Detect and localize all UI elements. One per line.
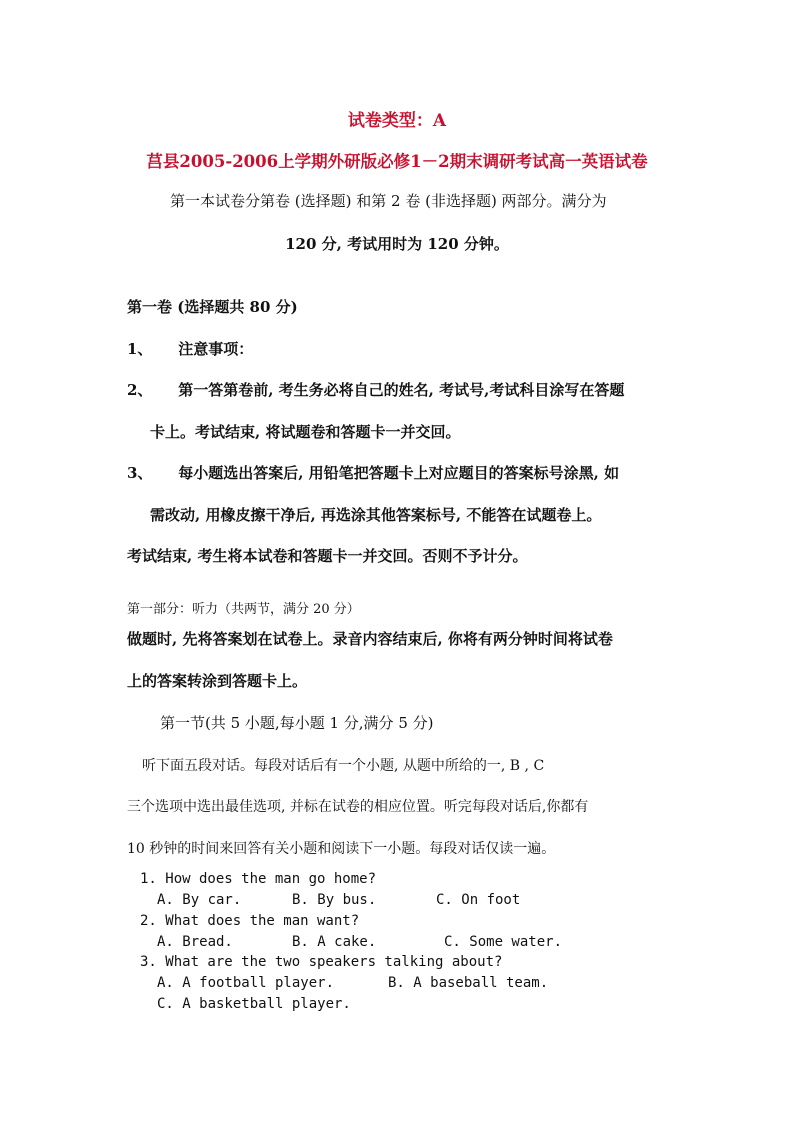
note-1 (127, 338, 253, 359)
section1-desc-line-2: 三个选项中选出最佳选项, 并标在试卷的相应位置。听完每段对话后,你都有 (127, 799, 589, 815)
question-1-option-a: A. By car. (157, 892, 242, 908)
question-1-option-c: C. On foot (436, 892, 521, 908)
question-1-option-b: B. By bus. (292, 892, 377, 908)
note-number: 1、 (127, 340, 153, 358)
section1-heading: 第一节(共 5 小题,每小题 1 分,满分 5 分) (160, 714, 434, 732)
closing-note: 考试结束, 考生将本试卷和答题卡一并交回。否则不予计分。 (127, 547, 528, 565)
part1-instruction-line-2: 上的答案转涂到答题卡上。 (127, 672, 308, 690)
question-2: 2. What does the man want? (140, 913, 360, 929)
note-text: 第一答第卷前, 考生务必将自己的姓名, 考试号,考试科目涂写在答题 (178, 381, 625, 399)
question-3-option-c: C. A basketball player. (157, 996, 351, 1012)
question-2-option-b: B. A cake. (292, 934, 377, 950)
question-2-option-c: C. Some water. (444, 934, 563, 950)
intro-line-2: 120 分, 考试用时为 120 分钟。 (285, 235, 509, 253)
note-2 (127, 379, 624, 400)
exam-title: 莒县2005-2006上学期外研版必修1－2期末调研考试高一英语试卷 (146, 152, 648, 171)
section1-desc-line-1: 听下面五段对话。每段对话后有一个小题, 从题中所给的一, B , C (142, 758, 545, 774)
section1-desc-line-3: 10 秒钟的时间来回答有关小题和阅读下一小题。每段对话仅读一遍。 (127, 841, 556, 857)
part1-instruction-line-1: 做题时, 先将答案划在试卷上。录音内容结束后, 你将有两分钟时间将试卷 (127, 630, 613, 648)
paper-type: 试卷类型：A (347, 111, 447, 131)
question-1: 1. How does the man go home? (140, 871, 377, 887)
note-3-continued: 需改动, 用橡皮擦干净后, 再选涂其他答案标号, 不能答在试题卷上。 (150, 506, 602, 524)
question-2-option-a: A. Bread. (157, 934, 233, 950)
note-number: 2、 (127, 381, 153, 399)
note-text: 每小题选出答案后, 用铅笔把答题卡上对应题目的答案标号涂黑, 如 (178, 464, 620, 482)
part1-heading: 第一部分：听力（共两节，满分 20 分） (127, 602, 360, 617)
note-2-continued: 卡上。考试结束, 将试题卷和答题卡一并交回。 (150, 423, 461, 441)
question-3: 3. What are the two speakers talking about? (140, 954, 503, 970)
note-text: 注意事项： (178, 340, 254, 358)
question-3-option-a: A. A football player. (157, 975, 335, 991)
note-3 (127, 462, 619, 483)
note-number: 3、 (127, 464, 153, 482)
intro-line-1: 第一本试卷分第卷 (选择题) 和第 2 卷 (非选择题) 两部分。满分为 (170, 192, 607, 210)
volume1-heading: 第一卷 (选择题共 80 分) (127, 298, 298, 316)
question-3-option-b: B. A baseball team. (388, 975, 549, 991)
